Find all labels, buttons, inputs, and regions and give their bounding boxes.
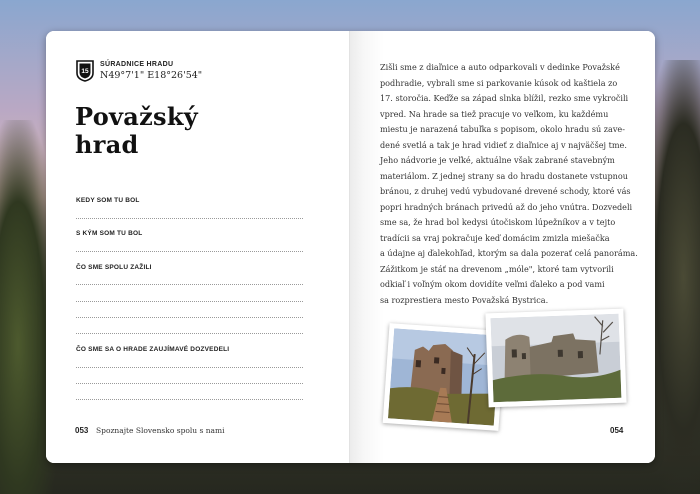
open-book bbox=[46, 31, 655, 463]
paragraph-line: Jeho nádvorie je veľké, aktuálne však zabrané stavebným bbox=[380, 155, 615, 165]
page-title bbox=[75, 103, 198, 159]
answer-line[interactable] bbox=[76, 399, 303, 400]
right-page bbox=[350, 31, 655, 463]
page-number-left: 053 bbox=[75, 426, 89, 435]
question-when: KEDY SOM TU BOL bbox=[76, 197, 140, 204]
paragraph-line: popri hradných bránach privedú až do jeho vnútra. Dozvedeli bbox=[380, 201, 633, 212]
paragraph-line: tradícii sa vraj pokračuje keď domácim zmizla miešačka bbox=[380, 232, 610, 243]
paragraph-line: vpred. Na hrade sa tiež pracuje vo veľkom, ku každému bbox=[380, 108, 609, 119]
answer-line[interactable] bbox=[76, 301, 303, 302]
paragraph-line: Zážitkom je stáť na drevenom „móle", ktoré tam vytvorili bbox=[380, 263, 614, 274]
paragraph-line: dené svetlá a tak je hrad vidieť z diaľnice aj v najväčšej tme. bbox=[380, 139, 627, 150]
answer-line[interactable] bbox=[76, 251, 303, 252]
page-number-right: 054 bbox=[610, 426, 624, 435]
answer-line[interactable] bbox=[76, 218, 303, 219]
footer-text: Spoznajte Slovensko spolu s nami bbox=[96, 426, 225, 435]
body-paragraph bbox=[380, 60, 638, 308]
question-with-whom: S KÝM SOM TU BOL bbox=[76, 230, 143, 237]
paragraph-line: sa rozprestiera mesto Považská Bystrica. bbox=[380, 294, 549, 305]
title-line-2: hrad bbox=[75, 130, 139, 159]
answer-line[interactable] bbox=[76, 383, 303, 384]
badge-number: 15 bbox=[81, 68, 89, 76]
paragraph-line: a údajne aj ďalekohľad, ktorým sa dala pozerať celá panoráma. bbox=[380, 248, 638, 258]
shield-badge-icon bbox=[76, 60, 94, 82]
paragraph-line: 17. storočia. Keďže sa západ slnka blížil, rezko sme vykročili bbox=[380, 93, 629, 103]
question-experienced: ČO SME SPOLU ZAŽILI bbox=[76, 264, 152, 271]
answer-line[interactable] bbox=[76, 284, 303, 285]
left-page bbox=[46, 31, 350, 463]
paragraph-line: odkiaľ i voľným okom dovidíte veľmi ďaleko a pod vami bbox=[380, 279, 605, 289]
answer-line[interactable] bbox=[76, 333, 303, 334]
answer-line[interactable] bbox=[76, 317, 303, 318]
coordinates-label: SÚRADNICE HRADU bbox=[100, 61, 174, 68]
paragraph-line: bránou, z druhej vedú vybudované drevené schody, ktoré vás bbox=[380, 186, 631, 196]
paragraph-line: miestu je narazená tabuľka s popisom, okolo hradu sú zave- bbox=[380, 124, 625, 134]
question-learned: ČO SME SA O HRADE ZAUJÍMAVÉ DOZVEDELI bbox=[76, 346, 230, 353]
paragraph-line: sme sa, že hrad bol kedysi útočiskom lúpežníkov a v tejto bbox=[380, 217, 616, 227]
paragraph-line: Zišli sme z diaľnice a auto odparkovali v dedinke Považské bbox=[380, 62, 620, 72]
paragraph-line: materiálom. Z jednej strany sa do hradu dostanete vstupnou bbox=[380, 170, 628, 181]
coordinates-value: N49°7'1" E18°26'54" bbox=[100, 70, 203, 81]
castle-ruins-photo bbox=[485, 309, 626, 408]
title-line-1: Považský bbox=[75, 102, 199, 131]
paragraph-line: podhradie, vybrali sme si parkovanie kúsok od kaštiela zo bbox=[380, 77, 618, 88]
answer-line[interactable] bbox=[76, 367, 303, 368]
